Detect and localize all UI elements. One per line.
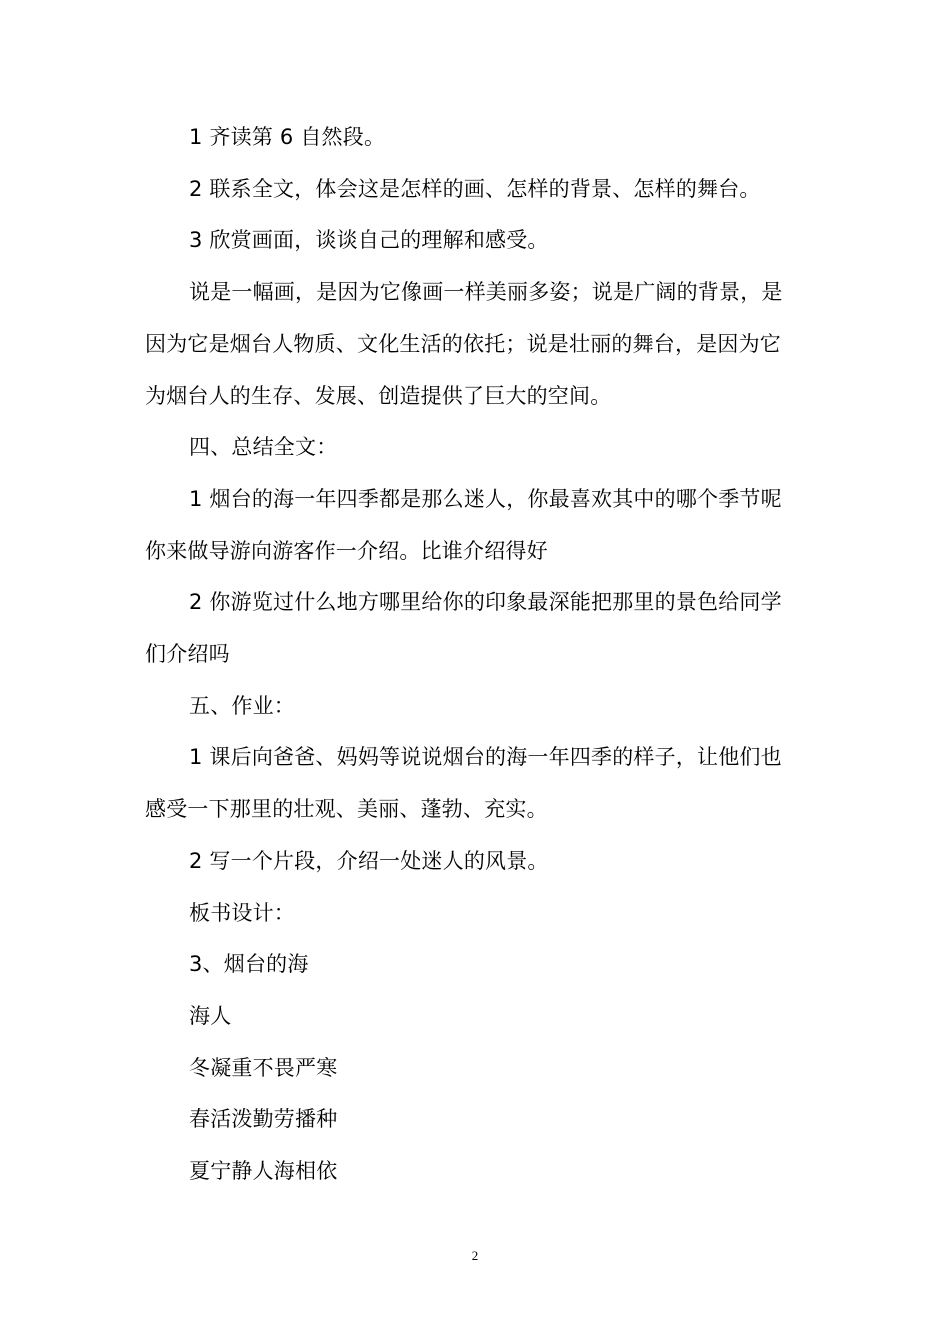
board-line: 春活泼勤劳播种 [189, 1107, 338, 1132]
paragraph: 1 课后向爸爸、妈妈等说说烟台的海一年四季的样子，让他们也感受一下那里的壮观、美丽、蓬勃、充实。 [145, 745, 782, 822]
document-body [145, 112, 795, 1198]
paragraph: 说是一幅画，是因为它像画一样美丽多姿；说是广阔的背景，是因为它是烟台人物质、文化生活的依托；说是壮丽的舞台，是因为它为烟台人的生存、发展、创造提供了巨大的空间。 [145, 280, 783, 408]
paragraph: 2 联系全文，体会这是怎样的画、怎样的背景、怎样的舞台。 [189, 176, 761, 201]
paragraph: 2 写一个片段，介绍一处迷人的风景。 [189, 848, 549, 873]
board-line: 海人 [189, 1003, 232, 1028]
paragraph: 2 你游览过什么地方哪里给你的印象最深能把那里的景色给同学们介绍吗 [145, 590, 782, 667]
section-heading: 五、作业： [189, 693, 295, 718]
section-heading: 四、总结全文： [189, 435, 338, 460]
paragraph: 1 烟台的海一年四季都是那么迷人，你最喜欢其中的哪个季节呢你来做导游向游客作一介绍。比谁介绍得好 [145, 486, 782, 563]
board-line: 冬凝重不畏严寒 [189, 1055, 338, 1080]
paragraph: 3 欣赏画面，谈谈自己的理解和感受。 [189, 228, 549, 253]
paragraph: 1 齐读第 6 自然段。 [189, 125, 386, 149]
board-line: 夏宁静人海相依 [189, 1159, 338, 1184]
board-line: 3、烟台的海 [189, 952, 309, 977]
page-number: 2 [471, 1248, 479, 1263]
section-heading: 板书设计： [189, 900, 295, 925]
